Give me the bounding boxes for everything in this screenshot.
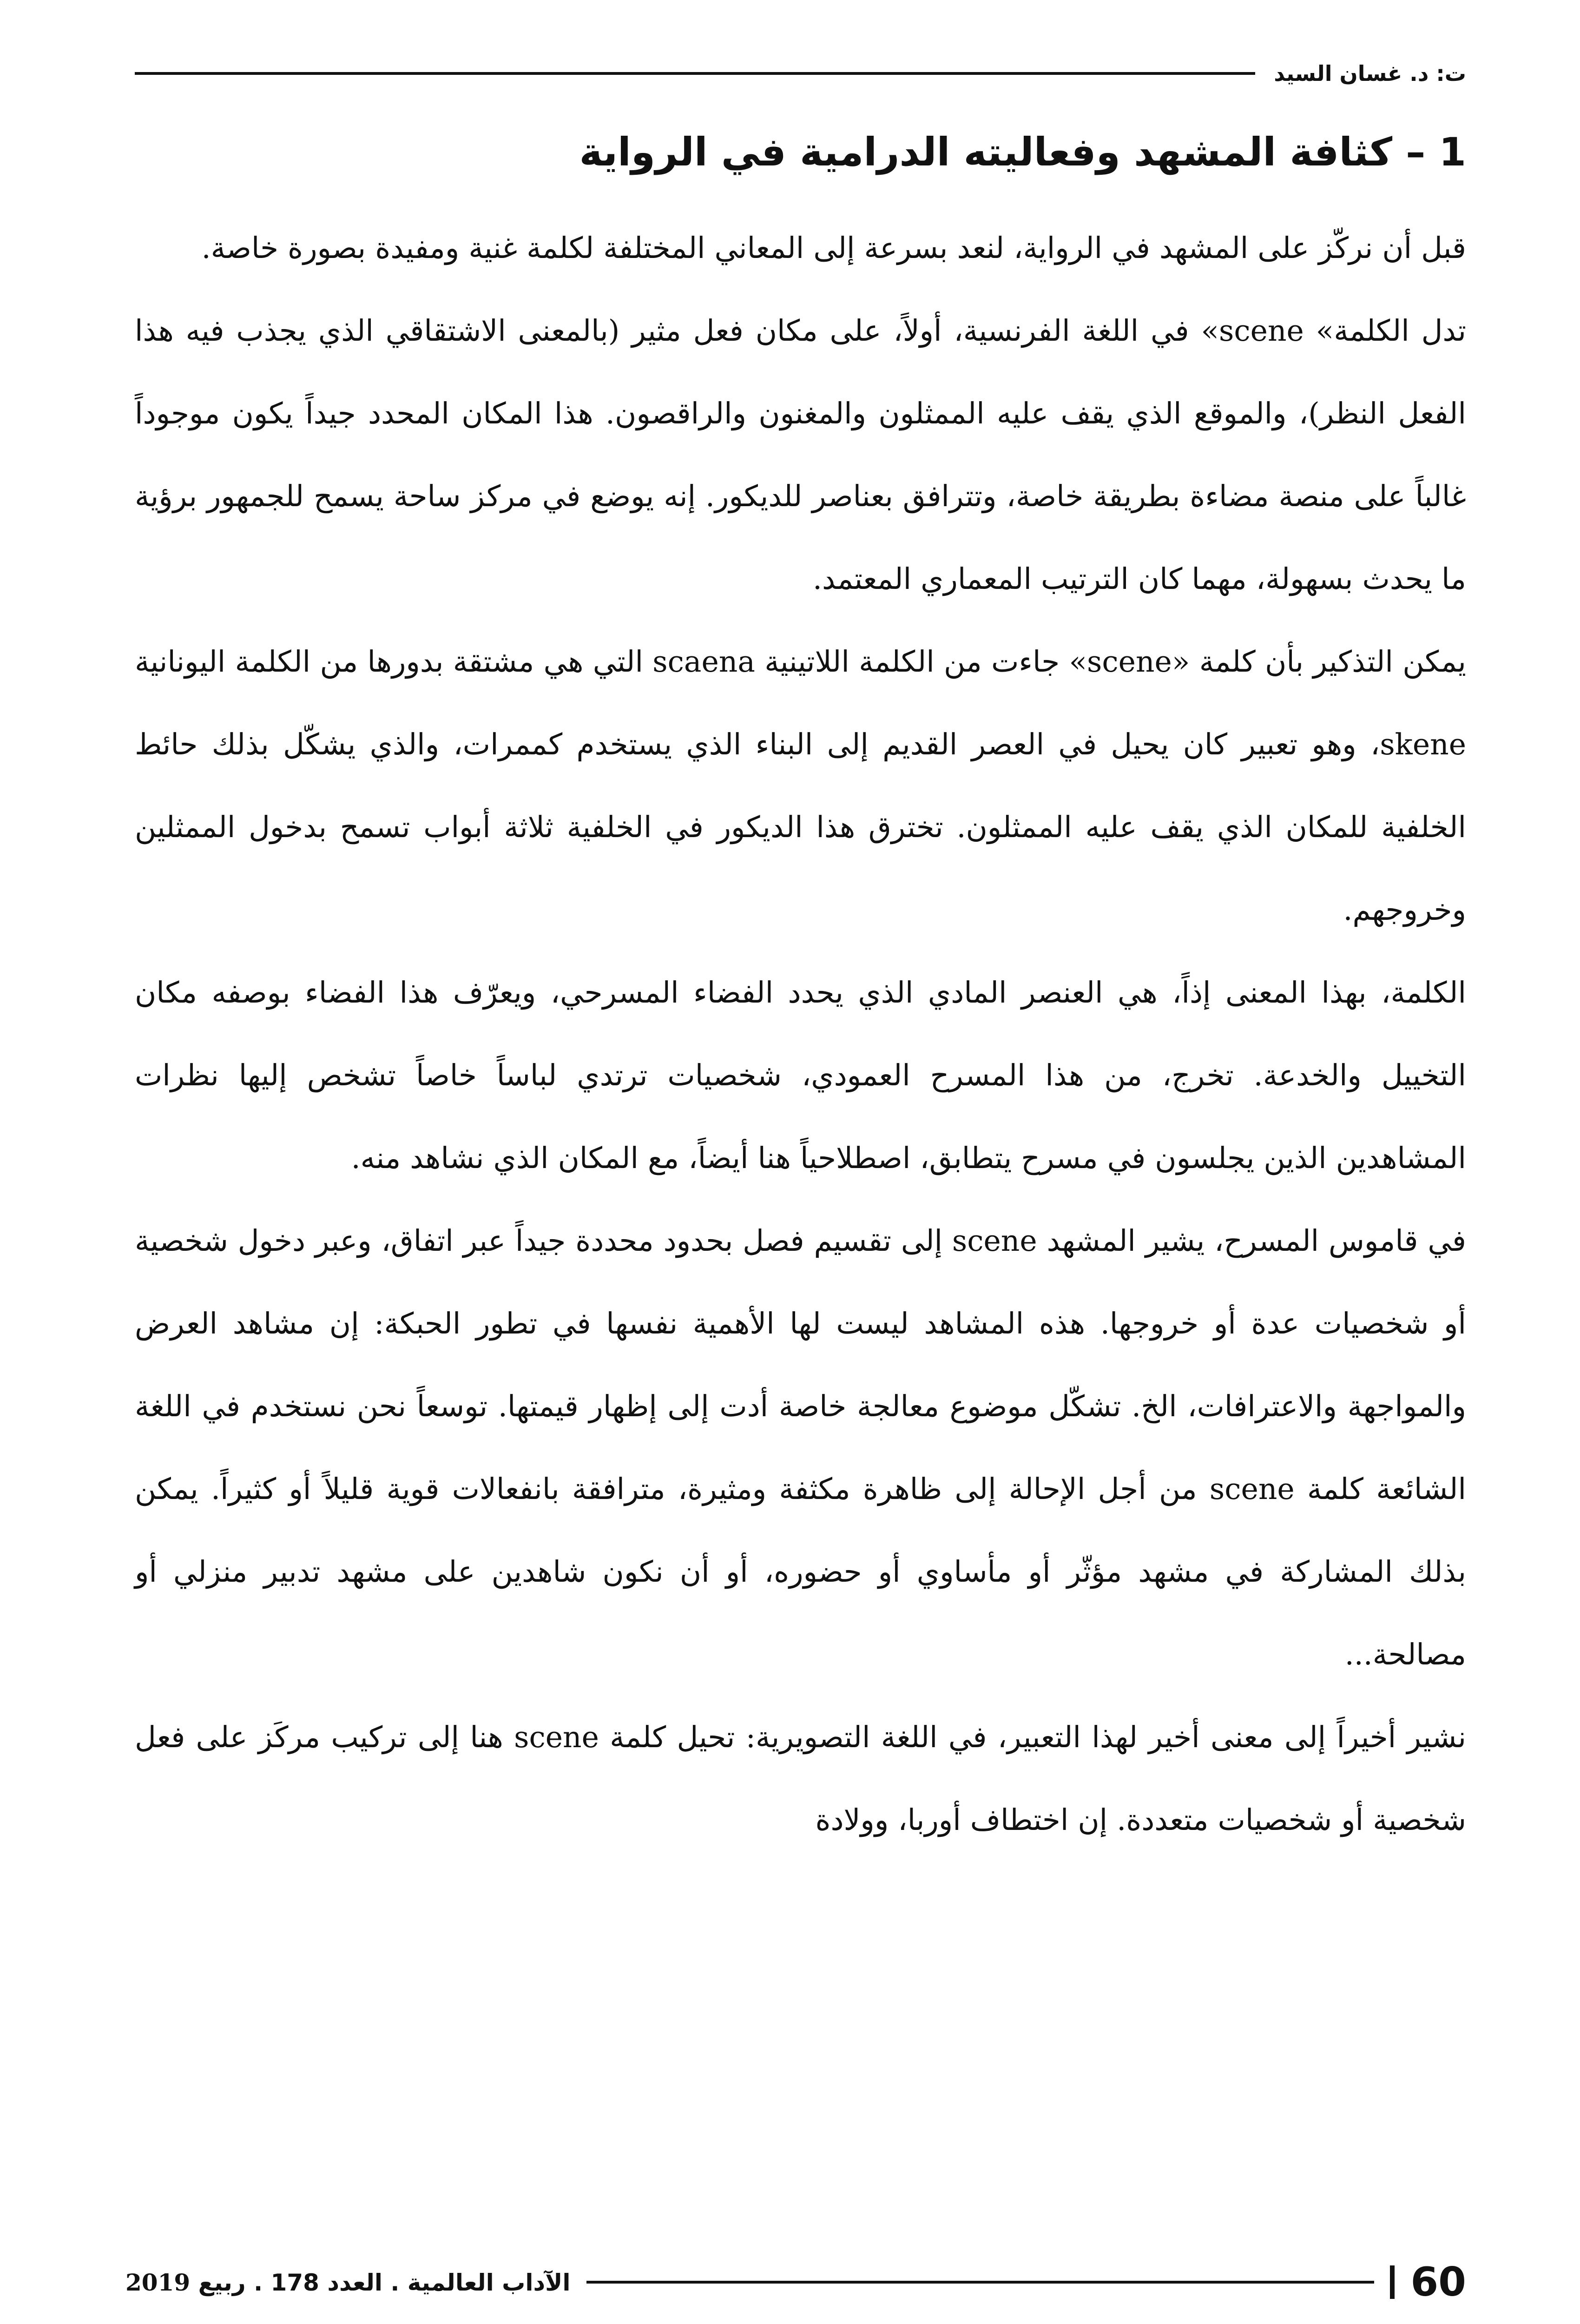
section-title: 1 – كثافة المشهد وفعاليته الدرامية في الرواية bbox=[579, 129, 1466, 175]
paragraph-2: تدل الكلمة» scene» في اللغة الفرنسية، أولاً، على مكان فعل مثير (بالمعنى الاشتقاقي الذي يجذب فيه هذا الفعل النظر)، والموقع الذي يقف عليه الممثلون والمغنون والراقصون. هذا المكان المحدد جيداً يكون موجوداً غالباً على منصة مضاءة بطريقة خاصة، وتترافق بعناصر للديكور. إنه يوضع في مركز ساحة يسمح للجمهور برؤية ما يحدث بسهولة، مهما كان الترتيب المعماري المعتمد. bbox=[135, 314, 1466, 596]
article-body bbox=[135, 207, 1466, 1862]
footer-separator-bar bbox=[1390, 2265, 1395, 2299]
page-number: 60 bbox=[1410, 2259, 1466, 2305]
paragraph-3: يمكن التذكير بأن كلمة «scene» جاءت من الكلمة اللاتينية scaena التي هي مشتقة بدورها من الكلمة اليونانية skene، وهو تعبير كان يحيل في العصر القديم إلى البناء الذي يستخدم كممرات، والذي يشكّل بذلك حائط الخلفية للمكان الذي يقف عليه الممثلون. تخترق هذا الديكور في الخلفية ثلاثة أبواب تسمح بدخول الممثلين وخروجهم. bbox=[135, 645, 1466, 927]
header-rule bbox=[135, 72, 1255, 75]
header-author: ت: د. غسان السيد bbox=[1274, 61, 1466, 86]
journal-issue: الآداب العالمية . العدد 178 . ربيع bbox=[198, 2269, 571, 2296]
running-header bbox=[135, 55, 1466, 92]
paragraph-4: الكلمة، بهذا المعنى إذاً، هي العنصر المادي الذي يحدد الفضاء المسرحي، ويعرّف هذا الفضاء بوصفه مكان التخييل والخدعة. تخرج، من هذا المسرح العمودي، شخصيات ترتدي لباساً خاصاً تشخص إليها نظرات المشاهدين الذين يجلسون في مسرح يتطابق، اصطلاحياً هنا أيضاً، مع المكان الذي نشاهد منه. bbox=[135, 976, 1466, 1175]
journal-year: 2019 bbox=[125, 2268, 191, 2296]
paragraph-5: في قاموس المسرح، يشير المشهد scene إلى تقسيم فصل بحدود محددة جيداً عبر اتفاق، وعبر دخول شخصية أو شخصيات عدة أو خروجها. هذه المشاهد ليست لها الأهمية نفسها في تطور الحبكة: إن مشاهد العرض والمواجهة والاعترافات، الخ. تشكّل موضوع معالجة خاصة أدت إلى إظهار قيمتها. توسعاً نحن نستخدم في اللغة الشائعة كلمة scene من أجل الإحالة إلى ظاهرة مكثفة ومثيرة، مترافقة بانفعالات قوية قليلاً أو كثيراً. يمكن بذلك المشاركة في مشهد مؤثّر أو مأساوي أو حضوره، أو أن نكون شاهدين على مشهد تدبير منزلي أو مصالحة... bbox=[135, 1224, 1466, 1671]
paragraph-6: نشير أخيراً إلى معنى أخير لهذا التعبير، في اللغة التصويرية: تحيل كلمة scene هنا إلى تركيب مركَز على فعل شخصية أو شخصيات متعددة. إن اختطاف أوربا، وولادة bbox=[135, 1720, 1466, 1837]
journal-info bbox=[125, 2269, 571, 2296]
paragraph-1: قبل أن نركّز على المشهد في الرواية، لنعد بسرعة إلى المعاني المختلفة لكلمة غنية ومفيدة بصورة خاصة. bbox=[201, 231, 1466, 265]
footer-rule bbox=[586, 2281, 1375, 2284]
page-footer bbox=[125, 2254, 1466, 2310]
